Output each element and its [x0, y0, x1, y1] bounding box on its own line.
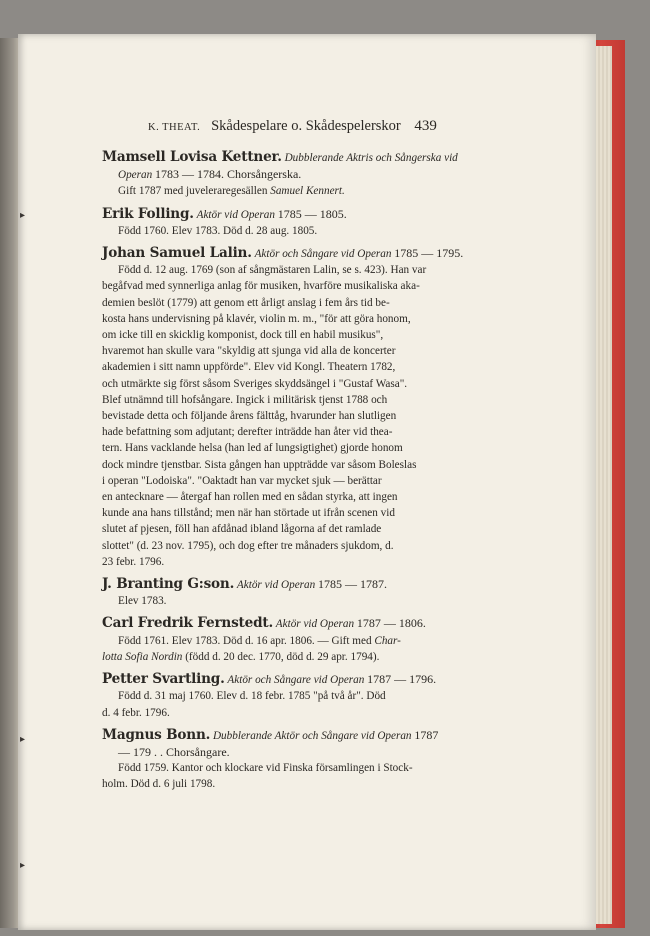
- entry-kettner: [102, 149, 498, 200]
- entry-role: Dubblerande Aktör och Sångare vid Operan: [212, 729, 412, 742]
- body-line: tern. Hans vacklande helsa (han led af lungsigtighet) gjorde honom: [102, 442, 403, 455]
- entry-role: Aktör vid Operan: [236, 579, 316, 592]
- entry-text: Gift 1787 med juveleraregesällen: [118, 185, 268, 198]
- entry-bonn: [102, 727, 498, 793]
- header-prefix: K. THEAT.: [148, 122, 201, 133]
- entry-name: Johan Samuel Lalin.: [102, 245, 252, 262]
- margin-mark: ▸: [20, 210, 26, 221]
- entry-folling: [102, 206, 498, 239]
- entry-list: [102, 149, 498, 799]
- body-line: slottet" (d. 23 nov. 1795), och dog efter tre månaders sjukdom, d.: [102, 539, 394, 552]
- entry-years: 1787 — 1796.: [367, 672, 437, 687]
- body-line: en antecknare — återgaf han rollen med en sådan styrka, att ingen: [102, 491, 398, 504]
- entry-years: 1787: [414, 727, 439, 742]
- body-line: begåfvad med synnerliga anlag för musiken, hvarföre musikaliska aka-: [102, 280, 420, 293]
- entry-years: 1785 — 1805.: [277, 206, 347, 221]
- entry-lalin: [102, 245, 498, 570]
- entry-name: Petter Svartling.: [102, 671, 225, 688]
- entry-text: Född 1760. Elev 1783. Död d. 28 aug. 1805.: [118, 224, 318, 237]
- entry-years: 1787 — 1806.: [356, 616, 426, 631]
- entry-name: Erik Folling.: [102, 205, 194, 222]
- body-line: kosta hans undervisning på klavér, violin m. m., "för att göra honom,: [102, 312, 411, 325]
- entry-text: Född d. 31 maj 1760. Elev d. 18 febr. 1785 "på två år". Död: [118, 690, 386, 703]
- body-line: i operan "Lodoiska". "Oaktadt han var mycket sjuk — berättar: [102, 474, 382, 487]
- entry-text: holm. Död d. 6 juli 1798.: [102, 778, 216, 791]
- margin-mark: ▸: [20, 734, 26, 745]
- body-line: om icke till en skicklig komponist, dock till en habil musikus",: [102, 329, 384, 342]
- entry-text: d. 4 febr. 1796.: [102, 706, 170, 719]
- entry-role: Aktör och Sångare vid Operan: [254, 248, 392, 261]
- entry-years: 1785 — 1787.: [318, 577, 388, 592]
- margin-mark: ▸: [20, 860, 26, 871]
- entry-years: 1783 — 1784. Chorsångerska.: [154, 167, 302, 182]
- body-line: Blef utnämnd till hofsångare. Ingick i militärisk tjenst 1788 och: [102, 393, 388, 406]
- page-number: 439: [414, 118, 437, 134]
- running-header: [148, 118, 508, 135]
- entry-fernstedt: [102, 615, 498, 665]
- header-title: Skådespelare o. Skådespelerskor: [211, 118, 401, 134]
- body-line: Född d. 12 aug. 1769 (son af sångmästaren Lalin, se s. 423). Han var: [118, 264, 427, 277]
- entry-role: Dubblerande Aktris och Sångerska vid: [284, 152, 458, 164]
- entry-text: — 179 . . Chorsångare.: [118, 744, 230, 759]
- entry-text-italic: lotta Sofia Nordin: [102, 650, 183, 663]
- entry-role: Aktör och Sångare vid Operan: [227, 674, 365, 687]
- body-line: och utmärkte sig först såsom Sveriges skyddsängel i "Gustaf Wasa".: [102, 377, 408, 390]
- body-line: hvaremot han skulle vara "skyldig att sjunga vid alla de koncerter: [102, 345, 396, 358]
- entry-svartling: [102, 671, 498, 721]
- body-line: slutet af pjesen, föll han afdånad ibland lågorna af det ramlade: [102, 523, 382, 536]
- entry-name: Carl Fredrik Fernstedt.: [102, 615, 273, 632]
- entry-name: Magnus Bonn.: [102, 726, 211, 743]
- entry-text: Elev 1783.: [118, 595, 167, 608]
- body-line: demien beslöt (1779) att genom ett årligt anslag i fem års tid be-: [102, 296, 390, 309]
- entry-role-cont: Operan: [118, 169, 153, 182]
- entry-name: J. Branting G:son.: [102, 576, 235, 593]
- entry-body: [102, 262, 498, 570]
- body-line: 23 febr. 1796.: [102, 555, 165, 568]
- body-line: kunde ana hans tillstånd; men när han störtade ut ifrån scenen vid: [102, 507, 395, 520]
- entry-text: (född d. 20 dec. 1770, död d. 29 apr. 1794).: [185, 650, 380, 663]
- body-line: bevistade detta och följande årens fälttåg, hvarunder han slutligen: [102, 410, 397, 423]
- body-line: dock mindre tjenstbar. Sista gången han uppträdde var såsom Boleslas: [102, 458, 417, 471]
- entry-branting: [102, 576, 498, 609]
- entry-text-italic: Char-: [374, 634, 401, 647]
- entry-text: Född 1761. Elev 1783. Död d. 16 apr. 1806. — Gift med: [118, 634, 372, 647]
- entry-text: Född 1759. Kantor och klockare vid Finska församlingen i Stock-: [118, 762, 413, 775]
- entry-name: Mamsell Lovisa Kettner.: [102, 149, 282, 165]
- entry-years: 1785 — 1795.: [394, 246, 464, 261]
- body-line: hade befattning som adjutant; derefter inträdde han åter vid thea-: [102, 426, 393, 439]
- entry-text-italic: Samuel Kennert.: [270, 185, 345, 198]
- entry-role: Aktör vid Operan: [196, 208, 275, 221]
- entry-role: Aktör vid Operan: [275, 618, 355, 631]
- body-line: akademien i sitt namn uppförde". Elev vid Kongl. Theatern 1782,: [102, 361, 396, 374]
